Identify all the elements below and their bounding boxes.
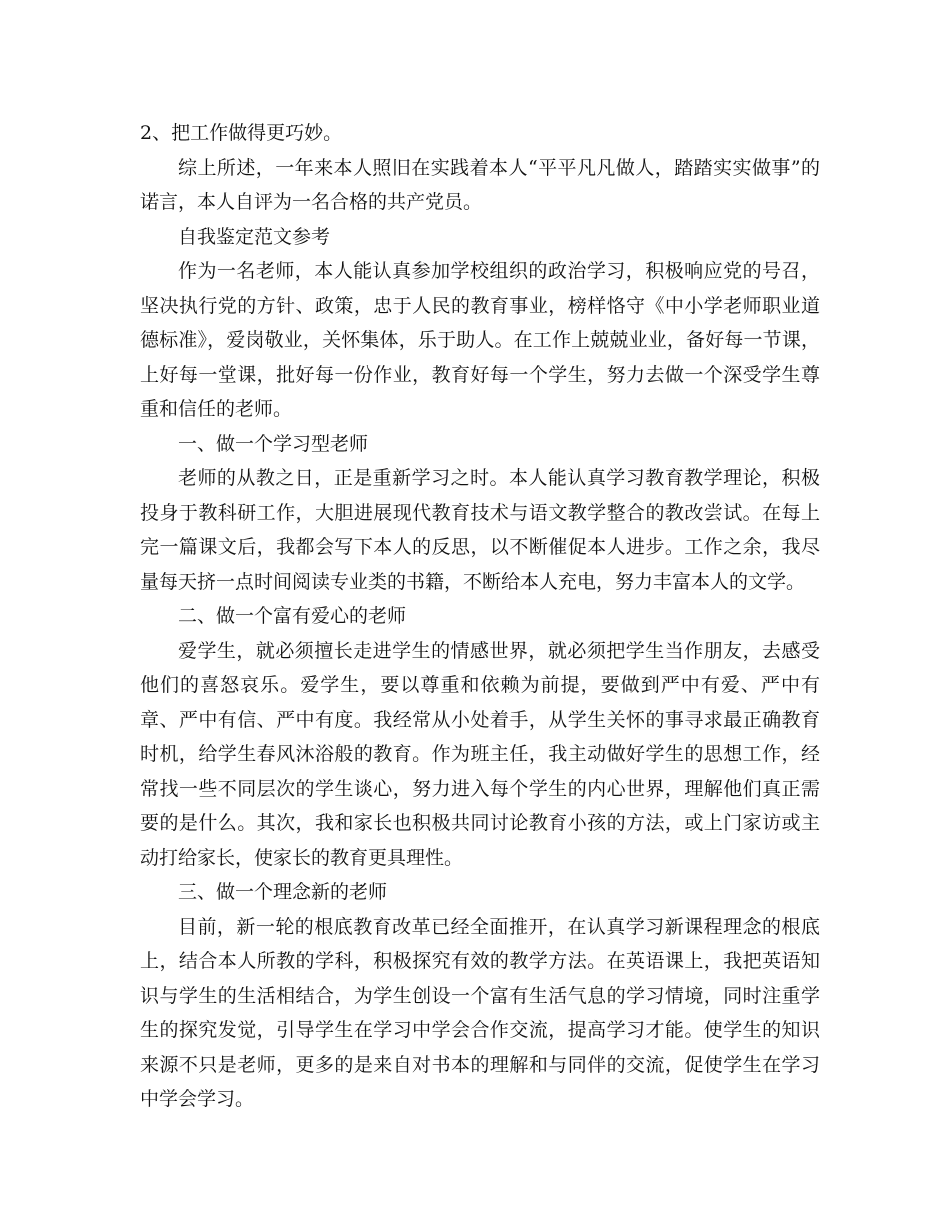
paragraph-section-2: 爱学生，就必须擅长走进学生的情感世界，就必须把学生当作朋友，去感受他们的喜怒哀乐。爱学生，要以尊重和依赖为前提，要做到严中有爱、严中有章、严中有信、严中有度。我经常从小处着手，从学生关怀的事寻求最正确教育时机，给学生春风沐浴般的教育。作为班主任，我主动做好学生的思想工作，经常找一些不同层次的学生谈心，努力进入每个学生的内心世界，理解他们真正需要的是什么。其次，我和家长也积极共同讨论教育小孩的方法，或上门家访或主动打给家长，使家长的教育更具理性。: [140, 639, 820, 869]
paragraph-1: 2、把工作做得更巧妙。: [140, 122, 343, 144]
paragraph-intro: 作为一名老师，本人能认真参加学校组织的政治学习，积极响应党的号召，坚决执行党的方针、政策，忠于人民的教育事业，榜样恪守《中小学老师职业道德标准》，爱岗敬业，关怀集体，乐于助人。在工作上兢兢业业，备好每一节课，上好每一堂课，批好每一份作业，教育好每一个学生，努力去做一个深受学生尊重和信任的老师。: [140, 260, 820, 420]
document-body: [140, 116, 820, 1117]
paragraph-section-3: 目前，新一轮的根底教育改革已经全面推开，在认真学习新课程理念的根底上，结合本人所教的学科，积极探究有效的教学方法。在英语课上，我把英语知识与学生的生活相结合，为学生创设一个富有生活气息的学习情境，同时注重学生的探究发觉，引导学生在学习中学会合作交流，提高学习才能。使学生的知识来源不只是老师，更多的是来自对书本的理解和与同伴的交流，促使学生在学习中学会学习。: [140, 915, 820, 1110]
section-heading-3: 三、做一个理念新的老师: [178, 881, 388, 903]
section-heading-1: 一、做一个学习型老师: [178, 432, 369, 455]
paragraph-section-1: 老师的从教之日，正是重新学习之时。本人能认真学习教育教学理论，积极投身于教科研工作，大胆进展现代教育技术与语文教学整合的教改尝试。在每上完一篇课文后，我都会写下本人的反思，以不断催促本人进步。工作之余，我尽量每天挤一点时间阅读专业类的书籍，不断给本人充电，努力丰富本人的文学。: [140, 467, 820, 593]
paragraph-2: 综上所述，一年来本人照旧在实践着本人“平平凡凡做人，踏踏实实做事”的诺言，本人自评为一名合格的共产党员。: [140, 156, 820, 213]
section-heading-self-assessment: 自我鉴定范文参考: [178, 225, 331, 248]
section-heading-2: 二、做一个富有爱心的老师: [178, 605, 407, 627]
